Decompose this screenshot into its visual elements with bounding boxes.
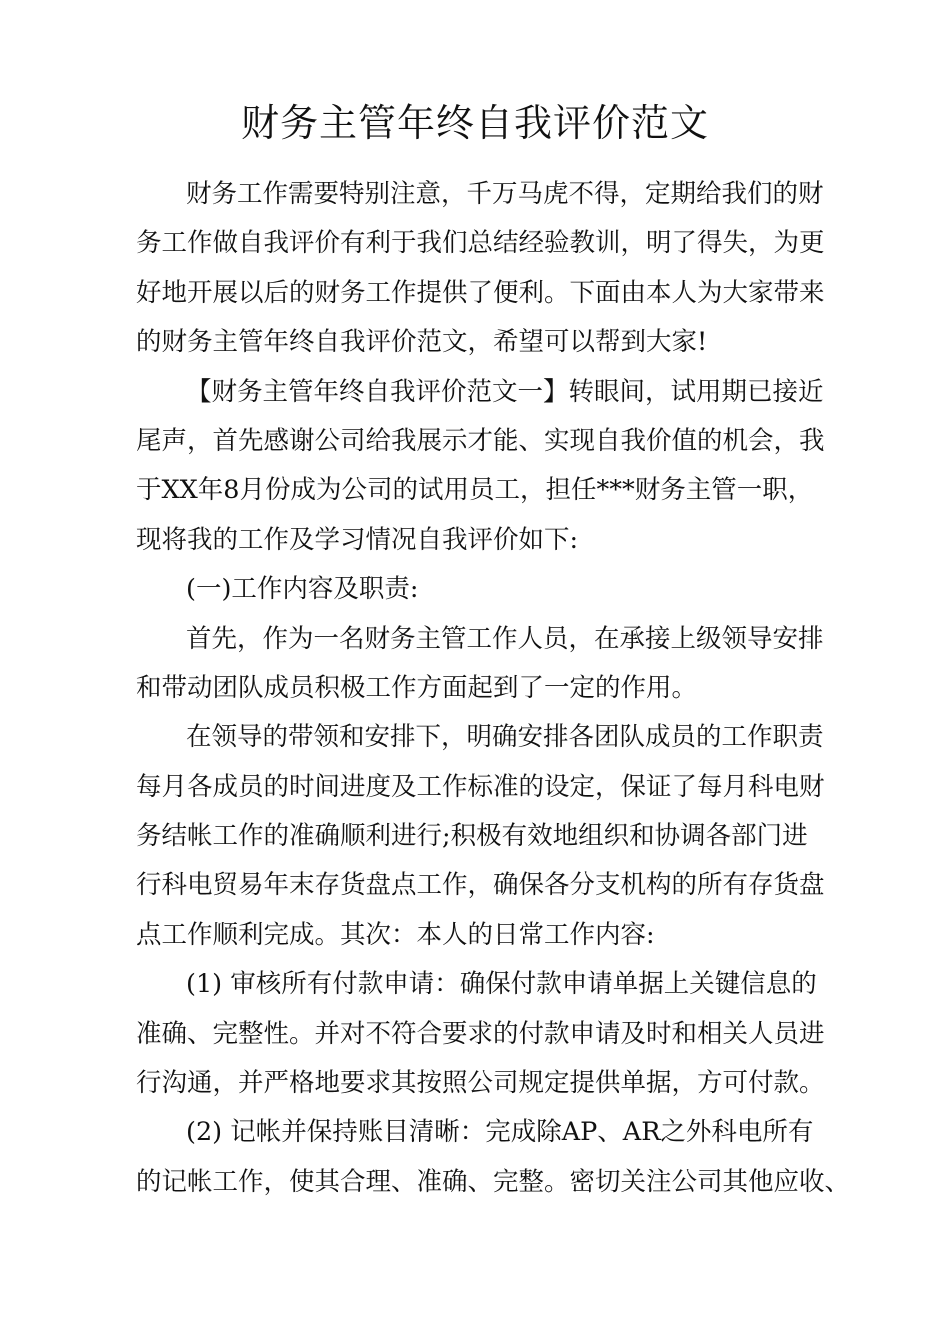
text-line: 【财务主管年终自我评价范文一】转眼间，试用期已接近	[186, 376, 824, 407]
text-line: 务结帐工作的准确顺利进行;积极有效地组织和协调各部门进	[136, 821, 808, 852]
text-line: 尾声，首先感谢公司给我展示才能、实现自我价值的机会，我	[136, 425, 825, 456]
text-line: 好地开展以后的财务工作提供了便利。下面由本人为大家带来	[136, 277, 825, 308]
text-line: 于XX年8月份成为公司的试用员工，担任***财务主管一职，	[136, 475, 814, 506]
text-line: 现将我的工作及学习情况自我评价如下:	[136, 524, 579, 555]
text-line: 在领导的带领和安排下，明确安排各团队成员的工作职责	[186, 722, 824, 753]
text-line: 准确、完整性。并对不符合要求的付款申请及时和相关人员进	[136, 1018, 825, 1049]
text-line: (1) 审核所有付款申请：确保付款申请单据上关键信息的	[186, 969, 817, 1000]
text-line: (2) 记帐并保持账目清晰：完成除AP、AR之外科电所有	[186, 1117, 814, 1148]
text-line: 每月各成员的时间进度及工作标准的设定，保证了每月科电财	[136, 771, 825, 802]
text-line: 的财务主管年终自我评价范文，希望可以帮到大家!	[136, 327, 708, 358]
text-line: 点工作顺利完成。其次：本人的日常工作内容:	[136, 919, 655, 950]
text-line: 行沟通，并严格地要求其按照公司规定提供单据，方可付款。	[136, 1068, 825, 1099]
text-line: 的记帐工作，使其合理、准确、完整。密切关注公司其他应收、	[136, 1166, 851, 1197]
document-title: 财务主管年终自我评价范文	[240, 101, 709, 145]
text-line: 行科电贸易年末存货盘点工作，确保各分支机构的所有存货盘	[136, 870, 825, 901]
text-line: 首先，作为一名财务主管工作人员，在承接上级领导安排	[186, 623, 824, 654]
text-line: 和带动团队成员积极工作方面起到了一定的作用。	[136, 672, 698, 703]
text-line: 务工作做自我评价有利于我们总结经验教训，明了得失，为更	[136, 228, 825, 259]
document-body	[136, 170, 851, 1207]
text-line: (一)工作内容及职责:	[186, 574, 419, 605]
text-line: 财务工作需要特别注意，千万马虎不得，定期给我们的财	[186, 179, 824, 209]
